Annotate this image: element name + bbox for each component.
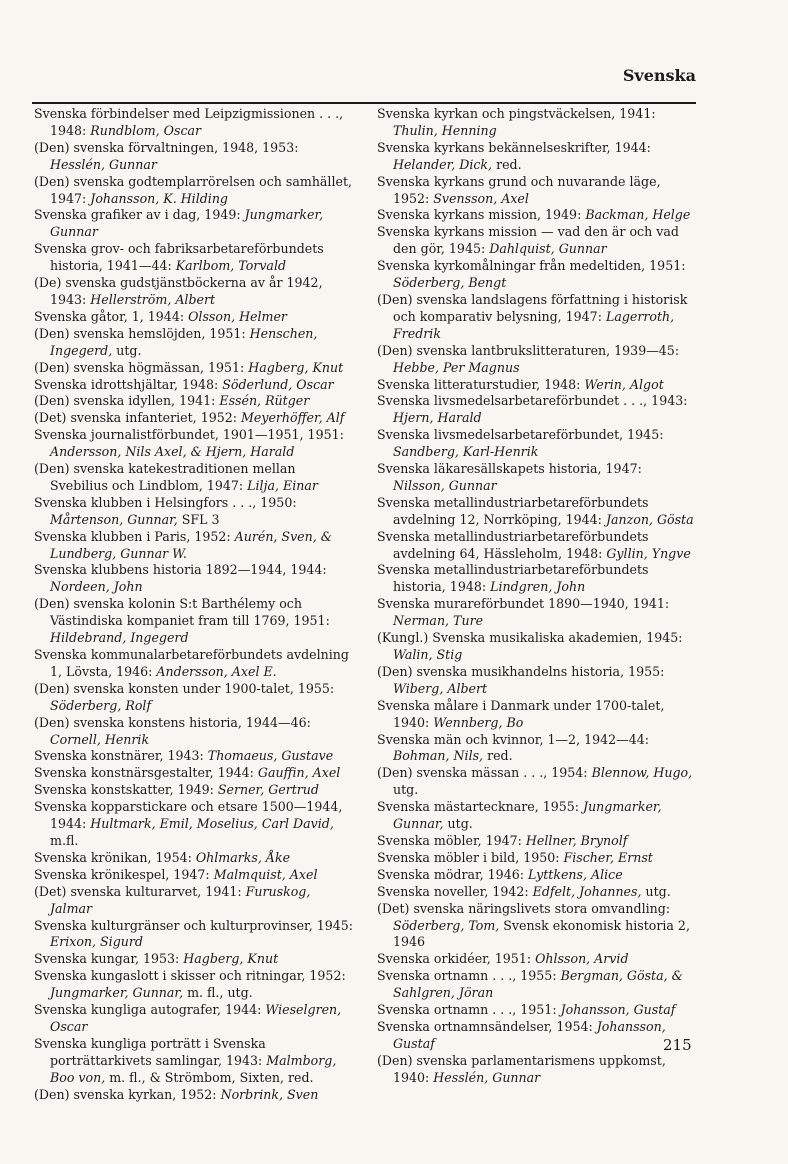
index-entry: [377, 596, 697, 630]
index-entry: [377, 799, 697, 833]
index-entry: [34, 918, 354, 952]
entry-author: Andersson, Nils Axel, & Hjern, Harald: [50, 444, 295, 460]
entry-note: Svensk ekonomisk historia 2, 1946: [393, 917, 690, 950]
entry-title: (Det) svenska näringslivets stora omvandling:: [377, 900, 671, 916]
entry-author: Fischer, Ernst: [563, 849, 653, 865]
entry-title: Svenska ortnamn . . ., 1955:: [377, 968, 561, 984]
entry-author: Werin, Algot: [584, 376, 664, 392]
entry-title: (Den) svenska landslagens författning i historisk och komparativ belysning, 1947:: [377, 291, 688, 324]
entry-note: SFL 3: [177, 511, 220, 527]
entry-author: Hesslén, Gunnar: [50, 156, 157, 172]
entry-note: utg.: [112, 342, 142, 358]
entry-title: Svenska mästartecknare, 1955:: [377, 799, 584, 815]
index-entry: [377, 427, 697, 461]
entry-title: Svenska läkaresällskapets historia, 1947:: [377, 461, 642, 477]
entry-author: Mårtenson, Gunnar,: [50, 511, 178, 527]
entry-title: Svenska kungliga porträtt i Svenska porträttarkivets samlingar, 1943:: [34, 1035, 267, 1068]
index-entry: [34, 748, 354, 765]
index-entry: [34, 765, 354, 782]
index-entry: [34, 562, 354, 596]
index-entry: [34, 207, 354, 241]
entry-author: Meyerhöffer, Alf: [241, 410, 345, 426]
index-entry: [377, 258, 697, 292]
entry-title: (Den) svenska kyrkan, 1952:: [34, 1086, 221, 1102]
entry-author: Jungmarker, Gunnar,: [50, 985, 184, 1001]
entry-title: (Den) svenska konsten under 1900-talet, 1955:: [34, 680, 335, 696]
index-entry: [34, 681, 354, 715]
entry-author: Andersson, Axel E.: [156, 663, 277, 679]
index-entry: [34, 596, 354, 647]
entry-title: Svenska litteraturstudier, 1948:: [377, 376, 585, 392]
index-entry: [377, 1019, 697, 1053]
index-entry: [34, 867, 354, 884]
entry-title: Svenska konstnärsgestalter, 1944:: [34, 765, 258, 781]
index-entry: [377, 833, 697, 850]
entry-author: Lyttkens, Alice: [527, 866, 623, 882]
entry-note: red.: [492, 156, 522, 172]
index-entry: [34, 968, 354, 1002]
index-entry: [34, 782, 354, 799]
entry-title: Svenska metallindustriarbetareförbundets avdelning 64, Hässleholm, 1948:: [377, 528, 649, 561]
index-entry: [377, 461, 697, 495]
entry-title: (Den) svenska katekestraditionen mellan Svebilius och Lindblom, 1947:: [34, 461, 296, 493]
entry-author: Johansson, Gustaf: [393, 1018, 666, 1051]
entry-author: Olsson, Helmer: [188, 308, 287, 324]
entry-author: Karlbom, Torvald: [175, 258, 287, 274]
index-entry: [377, 174, 697, 208]
entry-note: utg.: [641, 883, 671, 899]
entry-title: Svenska klubben i Helsingfors . . ., 1950:: [34, 494, 297, 510]
entry-note: m. fl., utg.: [183, 985, 253, 1001]
entry-author: Söderberg, Tom,: [393, 917, 500, 933]
entry-author: Hjern, Harald: [393, 410, 482, 426]
entry-title: (Kungl.) Svenska musikaliska akademien, 1945:: [377, 630, 683, 646]
entry-author: Ohlsson, Arvid: [535, 951, 629, 967]
entry-author: Svensson, Axel: [433, 190, 529, 206]
entry-author: Lagerroth, Fredrik: [393, 308, 675, 341]
index-entry: [34, 360, 354, 377]
entry-title: Svenska idrottshjältar, 1948:: [34, 376, 223, 392]
entry-author: Lilja, Einar: [247, 477, 318, 493]
index-entry: [377, 630, 697, 664]
entry-title: (Det) svenska infanteriet, 1952:: [34, 410, 241, 426]
index-entry: [34, 427, 354, 461]
entry-author: Wieselgren, Oscar: [50, 1002, 342, 1034]
entry-title: Svenska kommunalarbetareförbundets avdelning 1, Lövsta, 1946:: [34, 647, 349, 679]
entry-author: Gauffin, Axel: [257, 765, 341, 781]
running-head: Svenska: [622, 66, 696, 85]
index-entry: [34, 241, 354, 275]
index-entry: [377, 968, 697, 1002]
entry-title: Svenska målare i Danmark under 1700-talet, 1940:: [377, 697, 665, 730]
entry-title: (Det) svenska kulturarvet, 1941:: [34, 883, 246, 899]
entry-author: Johansson, K. Hilding: [90, 190, 228, 206]
entry-author: Ohlmarks, Åke: [195, 849, 291, 865]
entry-author: Wiberg, Albert: [393, 680, 488, 696]
index-entry: [377, 901, 697, 952]
entry-author: Nilsson, Gunnar: [393, 477, 497, 493]
entry-title: Svenska orkidéer, 1951:: [377, 951, 536, 967]
index-entry: [377, 529, 697, 563]
index-entry: [377, 292, 697, 343]
entry-author: Hagberg, Knut: [183, 951, 279, 967]
entry-title: Svenska män och kvinnor, 1—2, 1942—44:: [377, 731, 649, 747]
entry-note: red.: [483, 748, 513, 764]
entry-author: Dahlquist, Gunnar: [489, 241, 607, 257]
index-entry: [377, 1002, 697, 1019]
entry-title: Svenska kulturgränser och kulturprovinser, 1945:: [34, 917, 353, 933]
index-entry: [34, 106, 354, 140]
entry-title: Svenska klubben i Paris, 1952:: [34, 528, 235, 544]
entry-title: Svenska livsmedelsarbetareförbundet . . ., 1943:: [377, 393, 688, 409]
index-entry: [34, 275, 354, 309]
entry-title: Svenska gåtor, 1, 1944:: [34, 308, 189, 324]
entry-note: m.fl.: [50, 832, 79, 848]
entry-author: Nordeen, John: [50, 579, 143, 595]
entry-author: Thulin, Henning: [393, 122, 497, 138]
page-header: [32, 62, 696, 104]
index-entry: [34, 529, 354, 563]
index-entry: [34, 495, 354, 529]
entry-author: Backman, Helge: [585, 207, 691, 223]
index-entry: [377, 343, 697, 377]
entry-title: Svenska kopparstickare och etsare 1500—1944, 1944:: [34, 799, 343, 832]
index-entry: [377, 664, 697, 698]
index-entry: [34, 393, 354, 410]
entry-title: Svenska klubbens historia 1892—1944, 1944:: [34, 562, 327, 578]
entry-title: Svenska grafiker av i dag, 1949:: [34, 207, 245, 223]
entry-title: Svenska murareförbundet 1890—1940, 1941:: [377, 596, 670, 612]
index-entry: [377, 1053, 697, 1087]
entry-title: (De) svenska gudstjänstböckerna av år 1942, 1943:: [34, 275, 323, 307]
entry-title: (Den) svenska kolonin S:t Barthélemy och Västindiska kompaniet fram till 1769, 1951:: [34, 596, 330, 629]
entry-author: Söderberg, Bengt: [393, 275, 507, 291]
entry-author: Norbrink, Sven: [220, 1086, 319, 1102]
entry-title: (Den) svenska mässan . . ., 1954:: [377, 765, 592, 781]
entry-author: Rundblom, Oscar: [90, 122, 202, 138]
entry-author: Erixon, Sigurd: [50, 934, 143, 950]
index-entry: [34, 884, 354, 918]
index-entry: [377, 765, 697, 799]
entry-title: Svenska kyrkans mission — vad den är och vad den gör, 1945:: [377, 224, 679, 257]
index-entry: [377, 377, 697, 394]
index-entry: [377, 698, 697, 732]
entry-author: Furuskog, Jalmar: [50, 883, 311, 916]
index-entry: [377, 562, 697, 596]
entry-title: (Den) svenska godtemplarrörelsen och samhället, 1947:: [34, 173, 353, 206]
entry-author: Gyllin, Yngve: [606, 545, 691, 561]
entry-title: Svenska konstskatter, 1949:: [34, 782, 218, 798]
entry-title: Svenska ortnamnsändelser, 1954:: [377, 1018, 597, 1034]
entry-title: Svenska möbler i bild, 1950:: [377, 849, 564, 865]
index-entry: [34, 309, 354, 326]
entry-author: Edfelt, Johannes,: [532, 883, 642, 899]
index-entry: [377, 224, 697, 258]
entry-note: utg.: [443, 816, 473, 832]
entry-author: Blennow, Hugo,: [591, 765, 693, 781]
index-entry: [377, 951, 697, 968]
index-entry: [34, 377, 354, 394]
entry-author: Walin, Stig: [393, 647, 463, 662]
index-entry: [34, 410, 354, 427]
entry-title: Svenska konstnärer, 1943:: [34, 748, 208, 764]
entry-title: Svenska noveller, 1942:: [377, 883, 533, 899]
entry-author: Wennberg, Bo: [433, 714, 524, 730]
entry-title: Svenska metallindustriarbetareförbundets avdelning 12, Norrköping, 1944:: [377, 494, 649, 527]
entry-author: Hebbe, Per Magnus: [393, 359, 520, 375]
entry-title: (Den) svenska konstens historia, 1944—46:: [34, 714, 311, 730]
index-entry: [34, 951, 354, 968]
index-entry: [34, 1036, 354, 1087]
entry-author: Hellerström, Albert: [90, 291, 216, 307]
entry-author: Cornell, Henrik: [50, 731, 150, 747]
index-entry: [34, 1087, 354, 1104]
entry-author: Malmborg, Boo von,: [50, 1052, 337, 1085]
entry-author: Söderberg, Rolf: [50, 697, 152, 713]
entry-title: (Den) svenska hemslöjden, 1951:: [34, 325, 250, 341]
index-entry: [34, 140, 354, 174]
entry-title: Svenska krönikan, 1954:: [34, 849, 196, 865]
entry-author: Bohman, Nils,: [393, 748, 484, 764]
entry-author: Thomaeus, Gustave: [207, 748, 334, 764]
entry-title: Svenska förbindelser med Leipzigmissionen . . ., 1948:: [34, 106, 344, 138]
index-entry: [34, 326, 354, 360]
index-entry: [377, 732, 697, 766]
index-entry: [34, 850, 354, 867]
entry-author: Nerman, Ture: [393, 613, 484, 629]
entry-title: Svenska kyrkans bekännelseskrifter, 1944:: [377, 139, 651, 155]
index-entry: [34, 715, 354, 749]
index-entry: [34, 799, 354, 850]
entry-title: (Den) svenska förvaltningen, 1948, 1953:: [34, 139, 299, 155]
entry-title: Svenska ortnamn . . ., 1951:: [377, 1002, 561, 1018]
entry-author: Jungmarker, Gunnar: [50, 207, 324, 240]
entry-author: Essén, Rütger: [219, 393, 310, 409]
entry-author: Hultmark, Emil, Moselius, Carl David,: [90, 816, 334, 832]
entry-author: Hildebrand, Ingegerd: [50, 630, 189, 646]
entry-author: Lindgren, John: [490, 579, 586, 595]
right-column: [377, 106, 697, 1087]
entry-title: Svenska mödrar, 1946:: [377, 866, 528, 882]
index-entry: [377, 495, 697, 529]
entry-title: Svenska kyrkans mission, 1949:: [377, 207, 586, 223]
entry-title: Svenska livsmedelsarbetareförbundet, 1945:: [377, 427, 664, 443]
entry-title: Svenska grov- och fabriksarbetareförbundets historia, 1941—44:: [34, 241, 324, 274]
entry-title: Svenska kungar, 1953:: [34, 951, 184, 967]
index-entry: [377, 850, 697, 867]
entry-title: Svenska kungliga autografer, 1944:: [34, 1002, 266, 1018]
entry-title: Svenska kyrkomålningar från medeltiden, 1951:: [377, 258, 686, 274]
entry-note: utg.: [393, 782, 419, 798]
entry-author: Johansson, Gustaf: [560, 1002, 676, 1018]
entry-title: Svenska kyrkans grund och nuvarande läge, 1952:: [377, 173, 661, 206]
entry-author: Hagberg, Knut: [248, 359, 344, 375]
index-entry: [377, 140, 697, 174]
index-entry: [377, 207, 697, 224]
entry-author: Bergman, Gösta, & Sahlgren, Jöran: [393, 968, 683, 1001]
left-column: [34, 106, 354, 1103]
index-entry: [34, 647, 354, 681]
entry-author: Hellner, Brynolf: [525, 832, 628, 848]
entry-title: Svenska möbler, 1947:: [377, 832, 526, 848]
entry-title: (Den) svenska lantbrukslitteraturen, 1939—45:: [377, 342, 680, 358]
entry-author: Malmquist, Axel: [213, 866, 318, 882]
entry-title: (Den) svenska högmässan, 1951:: [34, 359, 249, 375]
index-entry: [377, 884, 697, 901]
entry-title: Svenska krönikespel, 1947:: [34, 866, 214, 882]
index-entry: [377, 867, 697, 884]
entry-title: (Den) svenska idyllen, 1941:: [34, 393, 220, 409]
entry-author: Sandberg, Karl-Henrik: [393, 444, 539, 460]
entry-title: Svenska kyrkan och pingstväckelsen, 1941:: [377, 106, 656, 121]
entry-author: Henschen, Ingegerd,: [50, 325, 318, 358]
index-entry: [377, 106, 697, 140]
entry-author: Helander, Dick,: [393, 156, 493, 172]
entry-author: Serner, Gertrud: [217, 782, 319, 798]
index-entry: [34, 1002, 354, 1036]
entry-author: Söderlund, Oscar: [222, 376, 334, 392]
index-entry: [377, 393, 697, 427]
entry-note: m. fl., & Strömbom, Sixten, red.: [105, 1069, 314, 1085]
entry-title: Svenska metallindustriarbetareförbundets historia, 1948:: [377, 562, 649, 595]
entry-author: Jungmarker, Gunnar,: [393, 799, 662, 832]
entry-author: Aurén, Sven, & Lundberg, Gunnar W.: [50, 528, 332, 561]
entry-title: Svenska kungaslott i skisser och ritningar, 1952:: [34, 968, 346, 984]
page-number: 215: [663, 1036, 692, 1054]
entry-title: Svenska journalistförbundet, 1901—1951, 1951:: [34, 427, 344, 443]
entry-title: (Den) svenska parlamentarismens uppkomst, 1940:: [377, 1052, 666, 1085]
entry-author: Janzon, Gösta: [605, 511, 694, 527]
index-entry: [34, 174, 354, 208]
index-entry: [34, 461, 354, 495]
entry-author: Hesslén, Gunnar: [433, 1069, 541, 1085]
entry-title: (Den) svenska musikhandelns historia, 1955:: [377, 663, 665, 679]
